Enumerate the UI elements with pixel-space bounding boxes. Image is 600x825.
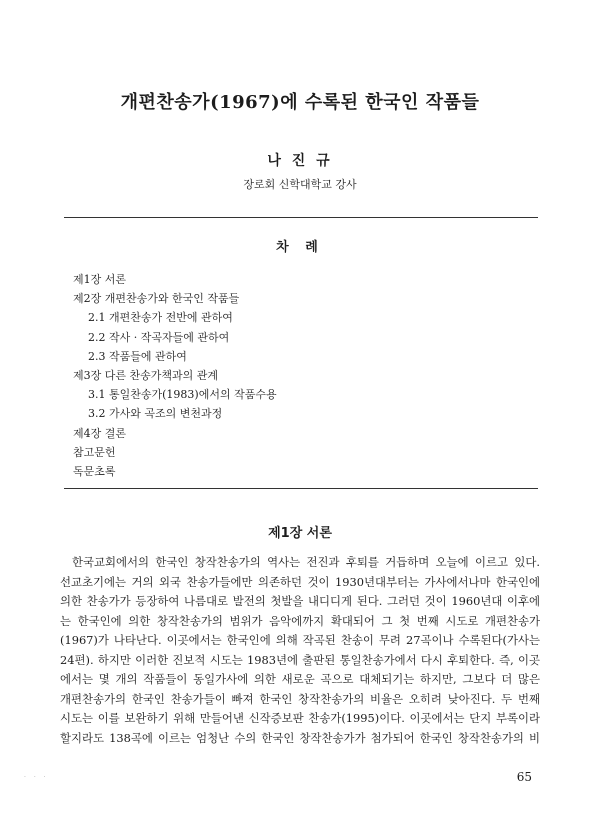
scan-specks: · · · bbox=[24, 774, 49, 781]
table-of-contents bbox=[73, 270, 533, 481]
body-line: 시도는 이를 보완하기 위해 만들어낸 신작증보판 찬송가(1995)이다. 이곳에서는 단지 부록이라 bbox=[60, 711, 540, 725]
page-number: 65 bbox=[516, 770, 532, 784]
divider-bottom bbox=[64, 488, 538, 489]
section-body bbox=[60, 553, 540, 748]
author-affiliation: 장로회 신학대학교 강사 bbox=[243, 178, 357, 191]
body-line: 는 한국인에 의한 창작찬송가의 범위가 음악에까지 확대되어 그 첫 번째 시도로 개편찬송가 bbox=[60, 613, 540, 628]
toc-item: 2.3 작품들에 관하여 bbox=[88, 349, 187, 363]
toc-item: 제2장 개편찬송가와 한국인 작품들 bbox=[73, 292, 240, 306]
body-line: 선교초기에는 거의 외국 찬송가들에만 의존하던 것이 1930년대부터는 가사에서나마 한국인에 bbox=[60, 574, 540, 589]
toc-item: 제3장 다른 찬송가책과의 관계 bbox=[73, 368, 218, 382]
body-line: 24편). 하지만 이러한 진보적 시도는 1983년에 출판된 통일찬송가에서 다시 후퇴한다. 즉, 이곳 bbox=[60, 652, 540, 667]
toc-item: 제1장 서론 bbox=[73, 273, 126, 286]
section-heading: 제1장 서론 bbox=[268, 526, 332, 541]
toc-item: 독문초록 bbox=[73, 464, 116, 478]
toc-item: 2.1 개편찬송가 전반에 관하여 bbox=[88, 311, 233, 325]
author-name: 나 진 규 bbox=[267, 153, 333, 169]
toc-item: 3.2 가사와 곡조의 변천과정 bbox=[88, 407, 223, 421]
body-line: (1967)가 나타난다. 이곳에서는 한국인에 의해 작곡된 찬송이 무려 27곡이나 수록된다(가사는 bbox=[60, 633, 540, 647]
toc-heading: 차 례 bbox=[276, 240, 324, 255]
paper-title: 개편찬송가(1967)에 수록된 한국인 작품들 bbox=[120, 92, 480, 113]
toc-item: 참고문헌 bbox=[73, 445, 116, 459]
body-line: 에서는 몇 개의 작품들이 동일가사에 의한 새로운 곡으로 대체되기는 하지만, 그보다 더 많은 bbox=[60, 672, 540, 686]
body-line: 한국교회에서의 한국인 창작찬송가의 역사는 전진과 후퇴를 거듭하며 오늘에 이르고 있다. bbox=[72, 555, 540, 569]
body-line: 할지라도 138곡에 이르는 엄청난 수의 한국인 창작찬송가가 첨가되어 한국인 창작찬송가의 비 bbox=[60, 730, 540, 745]
body-line: 개편찬송가의 한국인 찬송가들이 빠져 한국인 창작찬송가의 비율은 오히려 낮아진다. 두 번째 bbox=[60, 691, 540, 706]
body-line: 의한 찬송가가 등장하여 나름대로 발전의 첫발을 내디디게 된다. 그러던 것이 1960년대 이후에 bbox=[60, 594, 540, 608]
divider-top bbox=[64, 217, 538, 218]
toc-item: 3.1 통일찬송가(1983)에서의 작품수용 bbox=[88, 388, 277, 402]
toc-item: 제4장 결론 bbox=[73, 426, 126, 440]
toc-item: 2.2 작사 · 작곡자들에 관하여 bbox=[88, 330, 230, 344]
